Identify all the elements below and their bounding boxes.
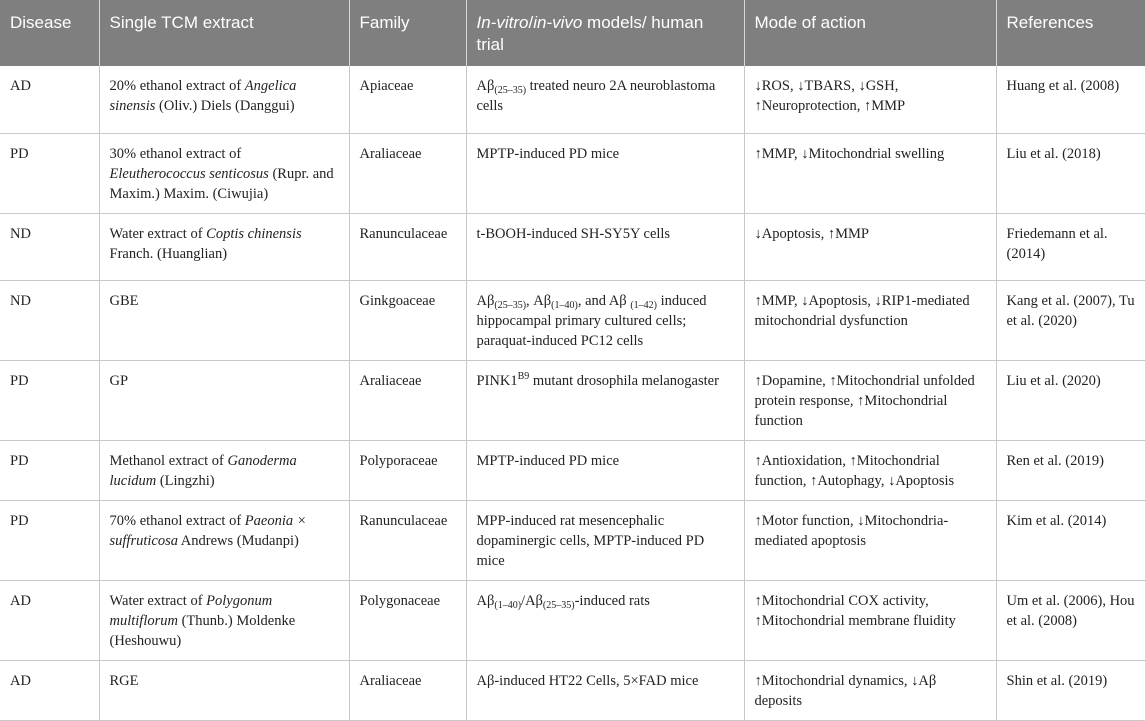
cell-model: MPTP-induced PD mice (466, 133, 744, 213)
header-extract: Single TCM extract (99, 0, 349, 66)
cell-model: MPTP-induced PD mice (466, 440, 744, 500)
cell-family: Araliaceae (349, 133, 466, 213)
cell-extract: RGE (99, 660, 349, 720)
cell-extract: 70% ethanol extract of Paeonia × suffruticosa Andrews (Mudanpi) (99, 500, 349, 580)
header-models: In-vitro/in-vivo models/ human trial (466, 0, 744, 66)
table-row (0, 580, 1145, 660)
cell-disease: PD (0, 360, 99, 440)
cell-references: Huang et al. (2008) (996, 66, 1145, 133)
cell-extract: Methanol extract of Ganoderma lucidum (Lingzhi) (99, 440, 349, 500)
table-row (0, 360, 1145, 440)
cell-family: Ranunculaceae (349, 500, 466, 580)
cell-model: MPP-induced rat mesencephalic dopaminergic cells, MPTP-induced PD mice (466, 500, 744, 580)
cell-references: Um et al. (2006), Hou et al. (2008) (996, 580, 1145, 660)
cell-references: Friedemann et al. (2014) (996, 213, 1145, 280)
cell-references: Kim et al. (2014) (996, 500, 1145, 580)
cell-references: Liu et al. (2018) (996, 133, 1145, 213)
cell-model: $A\beta_{(25-35)}$ treated neuro 2A neuroblastoma cells (466, 66, 744, 133)
cell-family: Ginkgoaceae (349, 280, 466, 360)
cell-model: $A\beta_{(1-40)}/A\beta_{(25-35)}$-induced rats (466, 580, 744, 660)
cell-family: Araliaceae (349, 360, 466, 440)
cell-extract: 30% ethanol extract of Eleutherococcus senticosus (Rupr. and Maxim.) Maxim. (Ciwujia) (99, 133, 349, 213)
cell-disease: ND (0, 213, 99, 280)
cell-extract: Water extract of Coptis chinensis Franch. (Huanglian) (99, 213, 349, 280)
cell-family: Ranunculaceae (349, 213, 466, 280)
table-row (0, 660, 1145, 720)
header-action: Mode of action (744, 0, 996, 66)
table-row (0, 66, 1145, 133)
header-disease: Disease (0, 0, 99, 66)
cell-family: Apiaceae (349, 66, 466, 133)
cell-action: ↓ROS, ↓TBARS, ↓GSH, ↑Neuroprotection, ↑MMP (744, 66, 996, 133)
table-row (0, 440, 1145, 500)
cell-disease: PD (0, 500, 99, 580)
cell-disease: PD (0, 133, 99, 213)
cell-model: $A\beta_{(25-35)}$, $A\beta_{(1-40)}$, and Aβ $_{(1-42)}$ induced hippocampal primary cultured cells; paraquat-induced PC12 cells (466, 280, 744, 360)
cell-references: Ren et al. (2019) (996, 440, 1145, 500)
cell-extract: Water extract of Polygonum multiflorum (Thunb.) Moldenke (Heshouwu) (99, 580, 349, 660)
cell-disease: AD (0, 660, 99, 720)
cell-disease: AD (0, 66, 99, 133)
cell-extract: GBE (99, 280, 349, 360)
cell-action: ↑Motor function, ↓Mitochondria-mediated apoptosis (744, 500, 996, 580)
table-row (0, 500, 1145, 580)
table-row (0, 213, 1145, 280)
cell-model: t-BOOH-induced SH-SY5Y cells (466, 213, 744, 280)
cell-disease: ND (0, 280, 99, 360)
cell-disease: PD (0, 440, 99, 500)
cell-action: ↑Antioxidation, ↑Mitochondrial function, ↑Autophagy, ↓Apoptosis (744, 440, 996, 500)
cell-family: Araliaceae (349, 660, 466, 720)
table-row (0, 133, 1145, 213)
cell-family: Polygonaceae (349, 580, 466, 660)
table-row (0, 280, 1145, 360)
cell-action: ↑Mitochondrial dynamics, ↓Aβ deposits (744, 660, 996, 720)
cell-action: ↑Mitochondrial COX activity, ↑Mitochondrial membrane fluidity (744, 580, 996, 660)
cell-references: Liu et al. (2020) (996, 360, 1145, 440)
cell-action: ↑Dopamine, ↑Mitochondrial unfolded protein response, ↑Mitochondrial function (744, 360, 996, 440)
cell-action: ↑MMP, ↓Mitochondrial swelling (744, 133, 996, 213)
cell-family: Polyporaceae (349, 440, 466, 500)
cell-extract: GP (99, 360, 349, 440)
cell-extract: 20% ethanol extract of Angelica sinensis (Oliv.) Diels (Danggui) (99, 66, 349, 133)
cell-action: ↑MMP, ↓Apoptosis, ↓RIP1-mediated mitochondrial dysfunction (744, 280, 996, 360)
cell-model: $PINK1^{B9}$ mutant drosophila melanogaster (466, 360, 744, 440)
cell-action: ↓Apoptosis, ↑MMP (744, 213, 996, 280)
cell-references: Shin et al. (2019) (996, 660, 1145, 720)
header-row (0, 0, 1145, 66)
header-references: References (996, 0, 1145, 66)
cell-disease: AD (0, 580, 99, 660)
cell-model: Aβ-induced HT22 Cells, 5×FAD mice (466, 660, 744, 720)
cell-references: Kang et al. (2007), Tu et al. (2020) (996, 280, 1145, 360)
header-family: Family (349, 0, 466, 66)
